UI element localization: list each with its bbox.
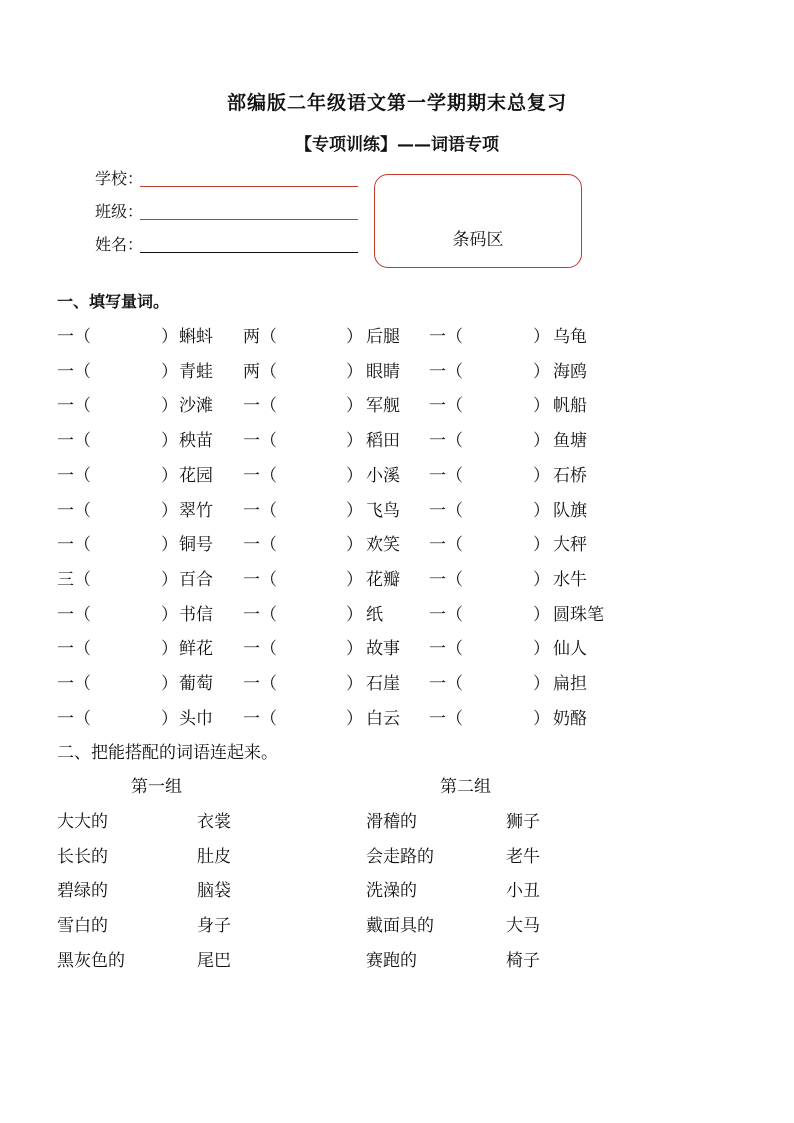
- measure-number-prefix: 一（: [429, 570, 463, 590]
- noun-word: 稻田: [366, 431, 400, 451]
- measure-word-blank[interactable]: [277, 357, 344, 379]
- noun-word: 白云: [366, 709, 400, 729]
- noun-word: 水牛: [553, 570, 587, 590]
- measure-word-blank[interactable]: [91, 322, 159, 344]
- noun-word: 花园: [179, 466, 213, 486]
- measure-word-blank[interactable]: [91, 461, 159, 483]
- measure-word-blank[interactable]: [91, 704, 159, 726]
- noun-word: 飞鸟: [366, 501, 400, 521]
- close-paren: ）: [533, 674, 550, 694]
- close-paren: ）: [161, 396, 178, 416]
- close-paren: ）: [161, 431, 178, 451]
- measure-word-row: [0, 391, 794, 417]
- measure-number-prefix: 一（: [57, 674, 91, 694]
- measure-number-prefix: 一（: [429, 535, 463, 555]
- close-paren: ）: [346, 639, 363, 659]
- measure-number-prefix: 一（: [57, 709, 91, 729]
- close-paren: ）: [533, 501, 550, 521]
- school-input-line[interactable]: [140, 186, 358, 187]
- noun-word: 翠竹: [179, 501, 213, 521]
- measure-number-prefix: 一（: [429, 466, 463, 486]
- measure-word-blank[interactable]: [463, 322, 531, 344]
- measure-word-blank[interactable]: [277, 669, 344, 691]
- measure-number-prefix: 一（: [243, 674, 277, 694]
- measure-number-prefix: 一（: [243, 501, 277, 521]
- noun-word: 头巾: [179, 709, 213, 729]
- measure-number-prefix: 一（: [57, 431, 91, 451]
- noun-word: 奶酪: [553, 709, 587, 729]
- measure-word-row: [0, 565, 794, 591]
- measure-word-blank[interactable]: [463, 704, 531, 726]
- noun-word: 乌龟: [553, 327, 587, 347]
- measure-word-blank[interactable]: [463, 496, 531, 518]
- section1-heading: 一、填写量词。: [57, 292, 170, 311]
- measure-word-blank[interactable]: [463, 461, 531, 483]
- measure-number-prefix: 一（: [57, 639, 91, 659]
- measure-word-row: [0, 322, 794, 348]
- group1-noun[interactable]: 尾巴: [197, 951, 231, 971]
- noun-word: 鱼塘: [553, 431, 587, 451]
- noun-word: 鲜花: [179, 639, 213, 659]
- noun-word: 石崖: [366, 674, 400, 694]
- group2-modifier[interactable]: 戴面具的: [366, 916, 434, 936]
- group1-modifier[interactable]: 碧绿的: [57, 881, 108, 901]
- measure-word-blank[interactable]: [91, 496, 159, 518]
- measure-number-prefix: 一（: [243, 570, 277, 590]
- close-paren: ）: [533, 570, 550, 590]
- close-paren: ）: [161, 466, 178, 486]
- name-label: 姓名：: [95, 235, 144, 254]
- group2-modifier[interactable]: 赛跑的: [366, 951, 417, 971]
- group1-noun[interactable]: 身子: [197, 916, 231, 936]
- measure-word-blank[interactable]: [277, 704, 344, 726]
- measure-number-prefix: 一（: [429, 327, 463, 347]
- measure-word-blank[interactable]: [91, 357, 159, 379]
- measure-word-blank[interactable]: [277, 496, 344, 518]
- measure-number-prefix: 一（: [57, 466, 91, 486]
- measure-number-prefix: 一（: [429, 396, 463, 416]
- close-paren: ）: [161, 535, 178, 555]
- measure-number-prefix: 一（: [57, 362, 91, 382]
- measure-word-blank[interactable]: [463, 634, 531, 656]
- measure-number-prefix: 一（: [243, 396, 277, 416]
- measure-word-blank[interactable]: [91, 391, 159, 413]
- close-paren: ）: [346, 709, 363, 729]
- measure-word-blank[interactable]: [463, 669, 531, 691]
- section2-heading: 二、把能搭配的词语连起来。: [57, 743, 278, 763]
- close-paren: ）: [533, 362, 550, 382]
- close-paren: ）: [346, 535, 363, 555]
- close-paren: ）: [161, 570, 178, 590]
- noun-word: 仙人: [553, 639, 587, 659]
- noun-word: 沙滩: [179, 396, 213, 416]
- group2-modifier[interactable]: 洗澡的: [366, 881, 417, 901]
- close-paren: ）: [161, 362, 178, 382]
- noun-word: 秧苗: [179, 431, 213, 451]
- noun-word: 欢笑: [366, 535, 400, 555]
- measure-word-row: [0, 530, 794, 556]
- name-input-line-tail: [295, 252, 358, 253]
- close-paren: ）: [533, 639, 550, 659]
- barcode-area: [374, 174, 582, 268]
- measure-word-row: [0, 704, 794, 730]
- measure-word-blank[interactable]: [277, 461, 344, 483]
- close-paren: ）: [346, 327, 363, 347]
- measure-word-blank[interactable]: [463, 391, 531, 413]
- noun-word: 葡萄: [179, 674, 213, 694]
- measure-word-row: [0, 357, 794, 383]
- close-paren: ）: [161, 639, 178, 659]
- measure-number-prefix: 一（: [243, 639, 277, 659]
- measure-number-prefix: 一（: [57, 396, 91, 416]
- measure-word-blank[interactable]: [463, 565, 531, 587]
- measure-number-prefix: 一（: [57, 605, 91, 625]
- measure-word-blank[interactable]: [91, 426, 159, 448]
- group2-modifier[interactable]: 会走路的: [366, 847, 434, 867]
- close-paren: ）: [161, 605, 178, 625]
- matching-row: [0, 876, 794, 902]
- noun-word: 大秤: [553, 535, 587, 555]
- measure-number-prefix: 一（: [429, 605, 463, 625]
- group1-noun[interactable]: 脑袋: [197, 881, 231, 901]
- noun-word: 百合: [179, 570, 213, 590]
- measure-number-prefix: 一（: [57, 327, 91, 347]
- measure-number-prefix: 一（: [243, 466, 277, 486]
- group2-noun[interactable]: 椅子: [506, 951, 540, 971]
- noun-word: 纸: [366, 605, 383, 625]
- noun-word: 石桥: [553, 466, 587, 486]
- group1-noun[interactable]: 衣裳: [197, 812, 231, 832]
- close-paren: ）: [346, 605, 363, 625]
- measure-word-blank[interactable]: [91, 600, 159, 622]
- measure-number-prefix: 一（: [429, 709, 463, 729]
- measure-word-blank[interactable]: [277, 600, 344, 622]
- measure-word-blank[interactable]: [463, 600, 531, 622]
- class-label: 班级：: [95, 202, 144, 221]
- close-paren: ）: [346, 501, 363, 521]
- noun-word: 圆珠笔: [553, 605, 604, 625]
- close-paren: ）: [346, 466, 363, 486]
- group2-noun[interactable]: 小丑: [506, 881, 540, 901]
- school-label: 学校：: [95, 169, 144, 188]
- close-paren: ）: [533, 605, 550, 625]
- close-paren: ）: [346, 396, 363, 416]
- noun-word: 海鸥: [553, 362, 587, 382]
- noun-word: 队旗: [553, 501, 587, 521]
- noun-word: 扁担: [553, 674, 587, 694]
- close-paren: ）: [533, 535, 550, 555]
- close-paren: ）: [161, 327, 178, 347]
- close-paren: ）: [533, 327, 550, 347]
- measure-word-blank[interactable]: [463, 530, 531, 552]
- close-paren: ）: [161, 674, 178, 694]
- measure-word-blank[interactable]: [91, 669, 159, 691]
- measure-word-blank[interactable]: [277, 565, 344, 587]
- close-paren: ）: [346, 362, 363, 382]
- measure-number-prefix: 一（: [429, 674, 463, 694]
- measure-word-blank[interactable]: [277, 426, 344, 448]
- measure-word-blank[interactable]: [91, 634, 159, 656]
- measure-word-blank[interactable]: [463, 357, 531, 379]
- group1-title: 第一组: [131, 777, 182, 797]
- measure-number-prefix: 一（: [429, 362, 463, 382]
- close-paren: ）: [161, 709, 178, 729]
- measure-word-blank[interactable]: [277, 634, 344, 656]
- matching-row: [0, 842, 794, 868]
- measure-word-row: [0, 634, 794, 660]
- measure-number-prefix: 一（: [429, 501, 463, 521]
- noun-word: 书信: [179, 605, 213, 625]
- group1-modifier[interactable]: 大大的: [57, 812, 108, 832]
- measure-word-blank[interactable]: [463, 426, 531, 448]
- group2-noun[interactable]: 老牛: [506, 847, 540, 867]
- matching-row: [0, 946, 794, 972]
- measure-number-prefix: 两（: [243, 362, 277, 382]
- close-paren: ）: [346, 431, 363, 451]
- measure-number-prefix: 一（: [243, 709, 277, 729]
- group2-title: 第二组: [440, 777, 491, 797]
- group1-modifier[interactable]: 长长的: [57, 847, 108, 867]
- measure-word-row: [0, 669, 794, 695]
- noun-word: 帆船: [553, 396, 587, 416]
- group1-modifier[interactable]: 黑灰色的: [57, 951, 125, 971]
- measure-word-blank[interactable]: [277, 391, 344, 413]
- measure-number-prefix: 一（: [243, 605, 277, 625]
- close-paren: ）: [533, 466, 550, 486]
- group2-modifier[interactable]: 滑稽的: [366, 812, 417, 832]
- noun-word: 故事: [366, 639, 400, 659]
- measure-word-row: [0, 496, 794, 522]
- measure-word-row: [0, 461, 794, 487]
- measure-number-prefix: 三（: [57, 570, 91, 590]
- group1-modifier[interactable]: 雪白的: [57, 916, 108, 936]
- noun-word: 铜号: [179, 535, 213, 555]
- measure-number-prefix: 一（: [429, 431, 463, 451]
- matching-row: [0, 807, 794, 833]
- close-paren: ）: [533, 396, 550, 416]
- close-paren: ）: [346, 674, 363, 694]
- measure-number-prefix: 两（: [243, 327, 277, 347]
- noun-word: 小溪: [366, 466, 400, 486]
- noun-word: 军舰: [366, 396, 400, 416]
- barcode-label: 条码区: [452, 230, 504, 250]
- close-paren: ）: [346, 570, 363, 590]
- noun-word: 后腿: [366, 327, 400, 347]
- noun-word: 眼睛: [366, 362, 400, 382]
- measure-word-blank[interactable]: [91, 530, 159, 552]
- close-paren: ）: [161, 501, 178, 521]
- measure-word-row: [0, 426, 794, 452]
- matching-row: [0, 911, 794, 937]
- group2-noun[interactable]: 大马: [506, 916, 540, 936]
- measure-word-blank[interactable]: [277, 322, 344, 344]
- noun-word: 蝌蚪: [179, 327, 213, 347]
- measure-word-blank[interactable]: [91, 565, 159, 587]
- measure-number-prefix: 一（: [429, 639, 463, 659]
- measure-number-prefix: 一（: [57, 501, 91, 521]
- name-input-line[interactable]: [140, 252, 295, 253]
- noun-word: 花瓣: [366, 570, 400, 590]
- class-input-line[interactable]: [140, 219, 358, 220]
- measure-number-prefix: 一（: [243, 535, 277, 555]
- noun-word: 青蛙: [179, 362, 213, 382]
- page-subtitle: 【专项训练】——词语专项: [295, 135, 499, 155]
- measure-word-blank[interactable]: [277, 530, 344, 552]
- close-paren: ）: [533, 709, 550, 729]
- measure-number-prefix: 一（: [243, 431, 277, 451]
- group2-noun[interactable]: 狮子: [506, 812, 540, 832]
- measure-word-row: [0, 600, 794, 626]
- measure-number-prefix: 一（: [57, 535, 91, 555]
- group1-noun[interactable]: 肚皮: [197, 847, 231, 867]
- close-paren: ）: [533, 431, 550, 451]
- page-title: 部编版二年级语文第一学期期末总复习: [226, 92, 567, 114]
